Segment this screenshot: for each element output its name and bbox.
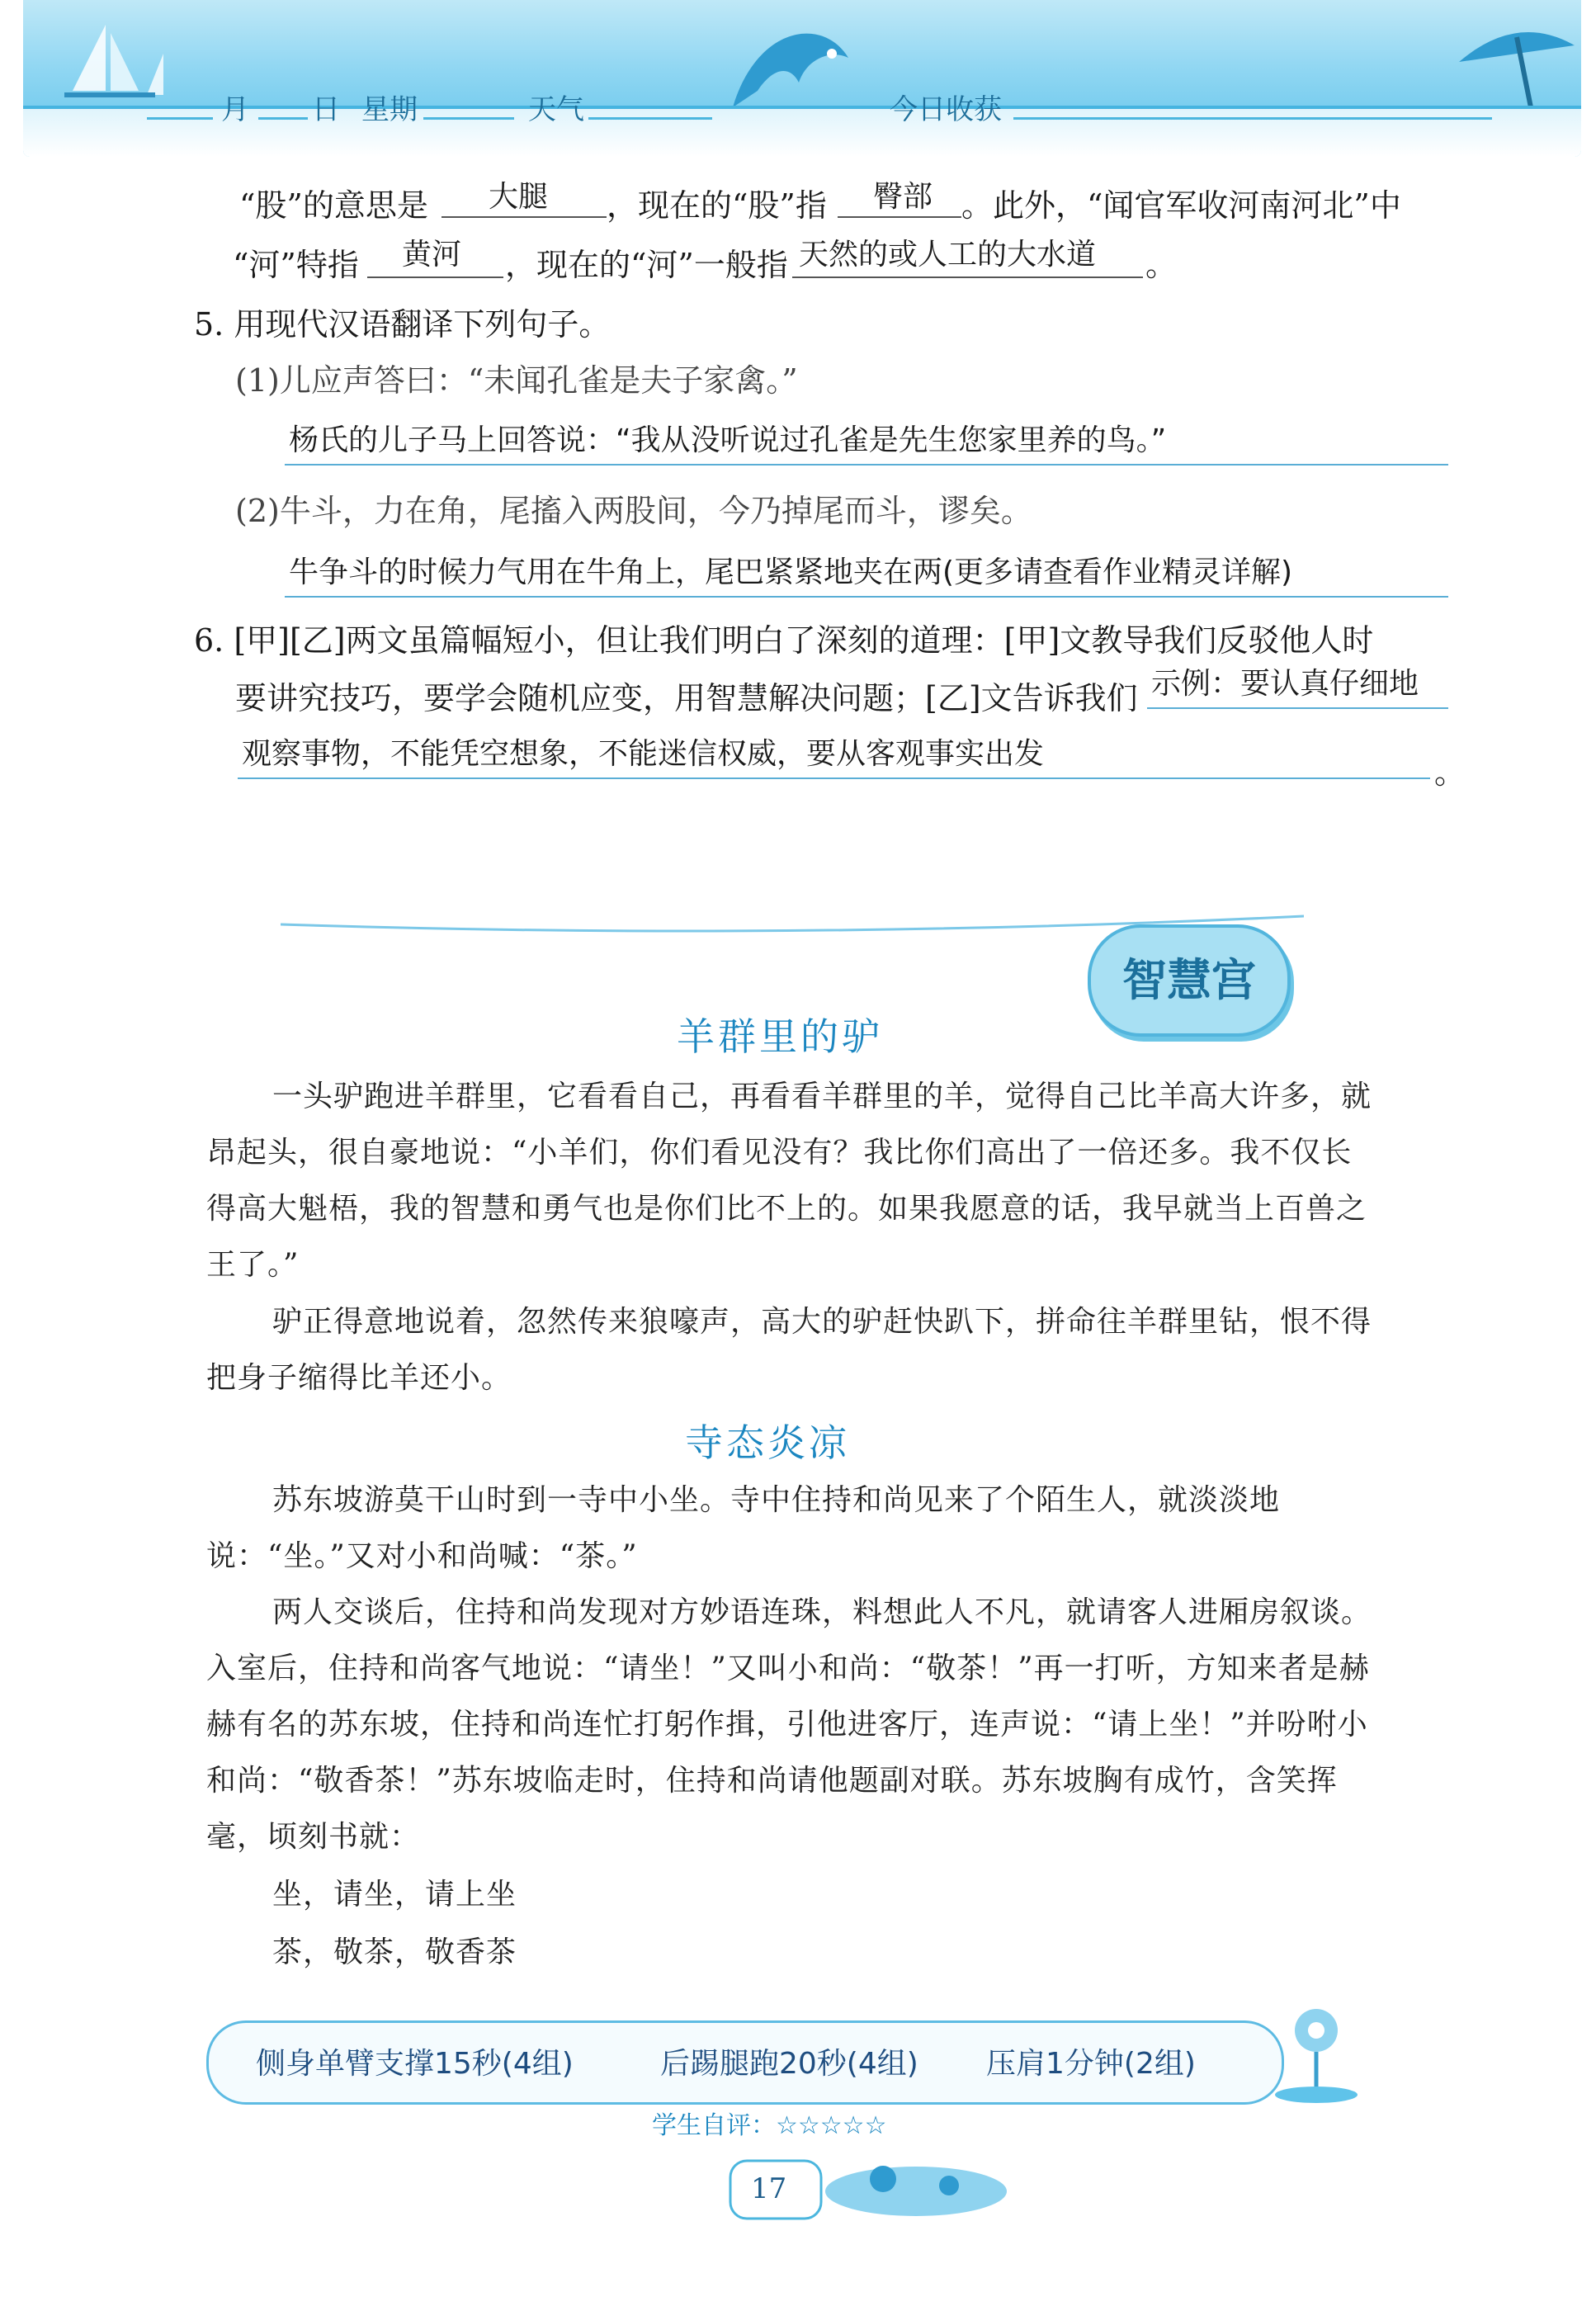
answer-he: 黄河 [402, 238, 462, 272]
story2-paragraph-2: 两人交谈后，住持和尚发现对方妙语连珠，料想此人不凡，就请客人进厢房叙谈。入室后，住持和尚客气地说：“请坐！”又叫小和尚：“敬茶！”再一打听，方知来者是赫赫有名的苏东坡，住持和尚连忙打躬作揖，引他进客厅，连声说：“请上坐！”并吩咐小和尚：“敬香茶！”苏东坡临走时，住持和尚请他题副对联。苏东坡胸有成竹，含笑挥毫，顷刻书就： [206, 1595, 1372, 1854]
weather-blank [588, 117, 712, 120]
story1-title: 羊群里的驴 [677, 1014, 883, 1059]
q5-answer-1: 杨氏的儿子马上回答说：“我从没听说过孔雀是先生您家里养的鸟。” [289, 423, 1167, 457]
answer-gu-now: 臀部 [873, 180, 933, 214]
exercise-2: 后踢腿跑20秒(4组) [660, 2047, 918, 2081]
flower-icon [1267, 1997, 1366, 2105]
wisdom-badge [1088, 924, 1291, 1037]
q4-line2-c: 。 [1145, 247, 1178, 283]
q4-line1-b: ，现在的“股”指 [607, 187, 827, 224]
harvest-label: 今日收获 [890, 93, 1002, 126]
couplet-line-1: 坐，请坐，请上坐 [272, 1878, 517, 1912]
q6-end: 。 [1434, 754, 1466, 791]
q4-line1-c: 。此外，“闻官军收河南河北”中 [961, 187, 1401, 224]
q4-line1-a: “股”的意思是 [239, 187, 428, 224]
answer-he-now: 天然的或人工的大水道 [799, 238, 1097, 272]
day-blank [258, 117, 308, 120]
weather-label: 天气 [528, 93, 584, 126]
answer-line [238, 777, 1430, 779]
story2-title: 寺态炎凉 [685, 1420, 850, 1465]
blank-underline [367, 276, 503, 278]
q4-line2-a: “河”特指 [233, 247, 359, 283]
answer-line [1147, 707, 1448, 709]
answer-gu-meaning: 大腿 [489, 180, 549, 214]
blank-underline [441, 216, 607, 218]
story1-paragraph-1: 一头驴跑进羊群里，它看看自己，再看看羊群里的羊，觉得自己比羊高大许多，就昂起头，很自豪地说：“小羊们，你们看见没有？我比你们高出了一倍还多。我不仅长得高大魁梧，我的智慧和勇气也是你们比不上的。如果我愿意的话，我早就当上百兽之王了。” [206, 1080, 1372, 1282]
q6-line1: 6. [甲][乙]两文虽篇幅短小，但让我们明白了深刻的道理：[甲]文教导我们反驳他人时 [194, 622, 1374, 659]
sailboat-icon [56, 17, 196, 107]
page-number: 17 [751, 2172, 787, 2205]
q6-answer-a: 示例：要认真仔细地 [1151, 667, 1419, 701]
q5-sentence-2: (2)牛斗，力在角，尾搐入两股间，今乃掉尾而斗，谬矣。 [235, 493, 1032, 529]
header-wave [23, 106, 1581, 157]
q5-sentence-1: (1)儿应声答曰：“未闻孔雀是夫子家禽。” [235, 362, 798, 399]
self-evaluation: 学生自评：☆☆☆☆☆ [652, 2111, 887, 2140]
answer-line [285, 464, 1448, 466]
week-label: 星期 [361, 93, 418, 126]
day-label: 日 [312, 93, 340, 126]
month-blank [147, 117, 213, 120]
header-banner [23, 0, 1581, 157]
q6-line2: 要讲究技巧，要学会随机应变，用智慧解决问题；[乙]文告诉我们 [235, 680, 1138, 716]
exercise-1: 侧身单臂支撑15秒(4组) [256, 2047, 574, 2081]
story2-paragraph-1: 苏东坡游莫干山时到一寺中小坐。寺中住持和尚见来了个陌生人，就淡淡地说：“坐。”又对小和尚喊：“茶。” [206, 1483, 1281, 1573]
q5-answer-2: 牛争斗的时候力气用在牛角上，尾巴紧紧地夹在两(更多请查看作业精灵详解) [289, 555, 1293, 589]
exercise-3: 压肩1分钟(2组) [986, 2047, 1196, 2081]
story1-paragraph-2: 驴正得意地说着，忽然传来狼嚎声，高大的驴赶快趴下，拼命往羊群里钻，恨不得把身子缩得比羊还小。 [206, 1305, 1372, 1395]
blank-underline [792, 276, 1143, 278]
harvest-blank [1013, 117, 1492, 120]
q4-line2-b: ，现在的“河”一般指 [505, 247, 788, 283]
wisdom-badge-label: 智慧宫 [1122, 954, 1256, 1006]
couplet-line-2: 茶，敬茶，敬香茶 [272, 1935, 517, 1969]
answer-line [285, 596, 1448, 598]
q5-prompt: 5. 用现代汉语翻译下列句子。 [194, 306, 611, 343]
month-label: 月 [221, 93, 249, 126]
blank-underline [838, 216, 961, 218]
week-blank [423, 117, 514, 120]
q6-answer-b: 观察事物，不能凭空想象，不能迷信权威，要从客观事实出发 [242, 737, 1045, 771]
